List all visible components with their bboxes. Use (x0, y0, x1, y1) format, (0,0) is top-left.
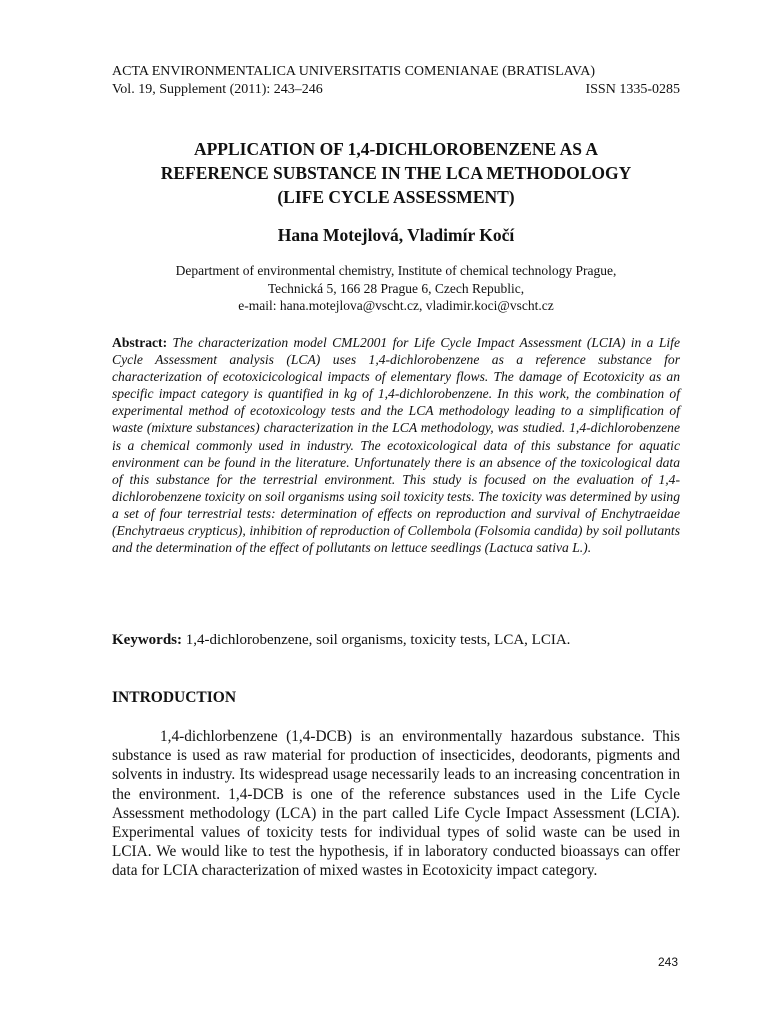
introduction-heading: INTRODUCTION (112, 689, 237, 706)
abstract (112, 334, 680, 556)
affiliation-line-1: Department of environmental chemistry, Institute of chemical technology Prague, (175, 263, 617, 278)
authors: Hana Motejlová, Vladimír Kočí (277, 225, 515, 245)
journal-name: ACTA ENVIRONMENTALICA UNIVERSITATIS COMENIANAE (BRATISLAVA) (112, 64, 596, 79)
title-line-3: (LIFE CYCLE ASSESSMENT) (277, 187, 515, 207)
affiliation-email: e-mail: hana.motejlova@vscht.cz, vladimir.koci@vscht.cz (238, 298, 554, 313)
keywords (112, 630, 680, 650)
abstract-text: The characterization model CML2001 for Life Cycle Impact Assessment (LCIA) in a Life Cycle Assessment analysis (LCA) uses 1,4-dichlorobenzene as a reference substance for characterization of ecotoxicicological impacts of elementary flows. The damage of Ecotoxicity as an specific impact category is quantified in kg of 1,4-dichlorobenzene. In this work, the combination of experimental method of ecotoxicology tests and the LCA methodology leading to a simplification of waste (mixture substances) characterization in the LCA methodology, was studied. 1,4-dichlorobenzene is a chemical commonly used in industry. The ecotoxicological data of this substance for aquatic environment can be found in the literature. Unfortunately there is an absence of the toxicological data of this substance for the terrestrial environment. This study is focused on the evaluation of 1,4-dichlorobenzene toxicity on soil organisms using soil toxicity tests. The toxicity was determined by using a set of four terrestrial tests: determination of effects on reproduction and survival of Enchytraeidae (Enchytraeus crypticus), inhibition of reproduction of Collembola (Folsomia candida) by soil pollutants and the determination of the effect of pollutants on lettuce seedlings (Lactuca sativa L.). (112, 335, 680, 556)
keywords-label: Keywords: (112, 632, 186, 648)
keywords-text: 1,4-dichlorobenzene, soil organisms, toxicity tests, LCA, LCIA. (185, 632, 571, 648)
affiliation (112, 262, 680, 315)
abstract-label: Abstract: (112, 335, 173, 350)
title-line-1: APPLICATION OF 1,4-DICHLOROBENZENE AS A (193, 139, 598, 159)
introduction-paragraph: 1,4-dichlorbenzene (1,4-DCB) is an environmentally hazardous substance. This substance is used as raw material for production of insecticides, deodorants, pigments and solvents in industry. Its widespread usage necessarily leads to an increasing concentration in the environment. 1,4-DCB is one of the reference substances used in the Life Cycle Assessment methodology (LCA) in the part called Life Cycle Impact Assessment (LCIA). Experimental values of toxicity tests for individual types of solid waste can be used in LCIA. We would like to test the hypothesis, if in laboratory conducted bioassays can offer data for LCIA characterization of mixed wastes in Ecotoxicity impact category. (112, 728, 680, 880)
journal-volume: Vol. 19, Supplement (2011): 243–246 (112, 82, 323, 97)
journal-header (112, 63, 680, 99)
affiliation-line-2: Technická 5, 166 28 Prague 6, Czech Republic, (267, 280, 525, 296)
page-number: 243 (657, 955, 678, 969)
document-page (112, 0, 680, 1024)
journal-issn: ISSN 1335-0285 (585, 82, 680, 97)
title-line-2: REFERENCE SUBSTANCE IN THE LCA METHODOLOGY (160, 163, 632, 183)
article-title (112, 137, 680, 209)
